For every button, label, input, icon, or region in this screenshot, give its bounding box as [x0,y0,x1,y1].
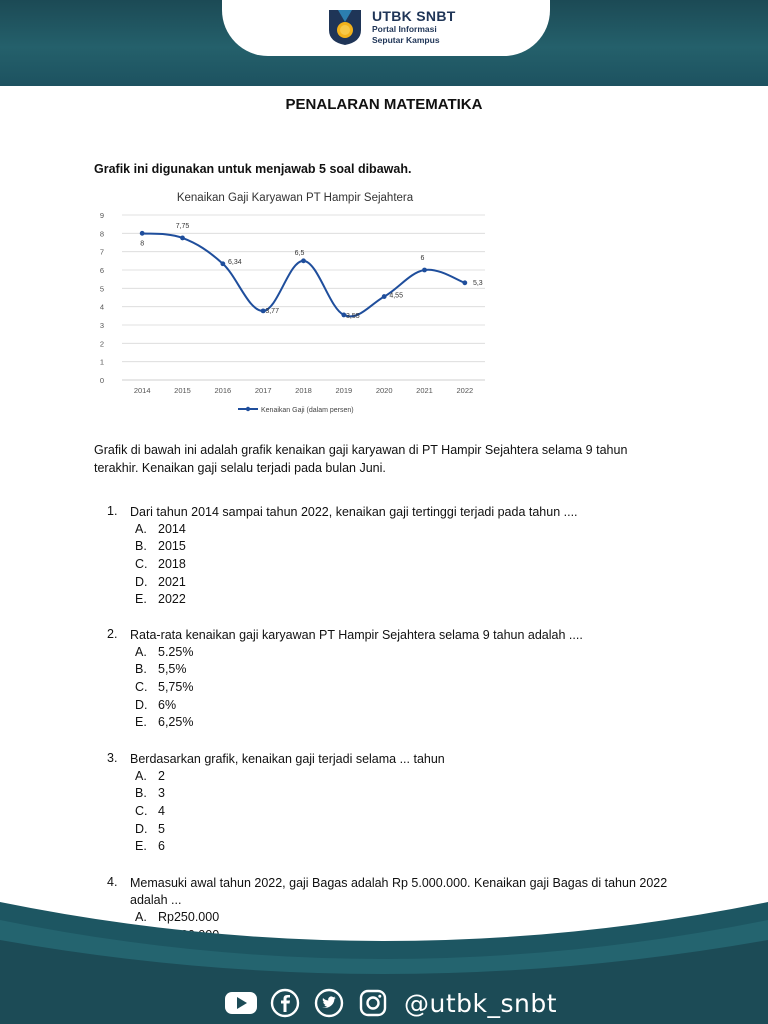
instagram-icon[interactable] [356,986,390,1020]
youtube-icon[interactable] [224,986,258,1020]
data-point [422,268,427,273]
x-tick-label: 2016 [214,386,232,395]
x-tick-label: 2020 [375,386,393,395]
option-letter: A. [135,768,147,783]
option-text: 5,75% [158,679,194,694]
option-letter: A. [135,644,147,659]
x-tick-label: 2018 [295,386,312,395]
description-paragraph: Grafik di bawah ini adalah grafik kenaikan gaji karyawan di PT Hampir Sejahtera selama 9 tahun terakhir. Kenaikan gaji selalu terjadi pada bulan Juni. [94,443,628,475]
x-tick-label: 2014 [133,386,151,395]
option-text: 6,25% [158,715,194,730]
intro-text: Grafik ini digunakan untuk menjawab 5 soal dibawah. [94,162,412,176]
brand-subtitle-line1: Portal Informasi [372,24,437,34]
data-label: 6,5 [294,249,305,257]
option-text: 5,5% [158,662,187,677]
y-tick-label: 7 [99,247,105,257]
data-point [140,231,145,236]
data-point [462,280,467,285]
data-point [180,236,185,241]
option-letter: C. [135,556,148,571]
data-label: 7,75 [175,222,190,230]
brand-title: UTBK SNBT [372,8,456,24]
page-title: PENALARAN MATEMATIKA [285,96,483,113]
data-label: 5,3 [472,279,483,287]
salary-increase-line-chart [90,185,500,420]
question-number: 4. [107,875,118,889]
option-text: 3 [158,786,165,801]
option-letter: D. [135,821,148,836]
chart-title: Kenaikan Gaji Karyawan PT Hampir Sejahtera [176,192,414,204]
x-tick-label: 2015 [174,386,191,395]
data-label: 6,34 [228,258,242,266]
question-text: Dari tahun 2014 sampai tahun 2022, kenaikan gaji tertinggi terjadi pada tahun .... [130,505,578,519]
y-tick-label: 2 [99,339,105,349]
option-text: 4 [158,803,165,818]
option-letter: E. [135,592,147,607]
option-text: 5.25% [158,644,194,659]
data-point [220,261,225,266]
option-letter: B. [135,539,147,554]
y-tick-label: 0 [99,376,105,385]
option-letter: B. [135,662,147,677]
option-letter: A. [135,521,147,536]
question-number: 1. [107,504,118,518]
option-text: 2014 [158,521,186,536]
social-handle[interactable]: @utbk_snbt [404,988,558,1018]
option-letter: D. [135,574,148,589]
data-label: 3,55 [346,312,360,320]
option-text: 6 [158,839,165,854]
data-point [301,258,306,263]
data-point [382,294,387,299]
y-tick-label: 5 [99,284,105,294]
option-letter: C. [135,679,148,694]
x-tick-label: 2019 [335,386,353,395]
question-text: Berdasarkan grafik, kenaikan gaji terjadi selama ... tahun [130,752,445,766]
x-tick-label: 2021 [416,386,433,395]
data-label: 4,55 [389,292,403,300]
option-text: 2 [158,768,165,783]
y-tick-label: 4 [99,302,105,312]
brand-subtitle-line2: Seputar Kampus [372,35,440,45]
data-label: 8 [140,240,145,248]
question-number: 3. [107,751,118,765]
option-letter: E. [135,715,147,730]
option-text: 2022 [158,592,186,607]
y-tick-label: 8 [99,229,105,239]
y-tick-label: 1 [99,357,105,367]
legend-marker [246,407,250,411]
option-text: 2018 [158,556,186,571]
option-text: 2015 [158,539,186,554]
option-letter: E. [135,839,147,854]
x-tick-label: 2017 [254,386,272,395]
option-text: Rp250.000 [158,910,220,924]
facebook-icon[interactable] [268,986,302,1020]
question-text: Memasuki awal tahun 2022, gaji Bagas adalah Rp 5.000.000. Kenaikan gaji Bagas di tahun 2022 adalah ... [130,876,668,907]
question-text: Rata-rata kenaikan gaji karyawan PT Hampir Sejahtera selama 9 tahun adalah .... [130,628,583,642]
y-tick-label: 6 [99,266,105,275]
option-text: 6% [158,697,177,712]
x-tick-label: 2022 [456,386,474,395]
option-letter: C. [135,803,148,818]
medal-badge-icon [326,8,364,46]
option-text: 5 [158,821,165,836]
data-label: 3,77 [265,307,279,315]
option-letter: A. [135,910,147,924]
question-number: 2. [107,627,118,641]
series-line [142,233,465,316]
social-bar [224,984,557,1022]
y-tick-label: 3 [99,321,105,330]
option-letter: D. [135,697,148,712]
legend-label: Kenaikan Gaji (dalam persen) [261,407,354,414]
y-tick-label: 9 [99,211,105,220]
option-letter: B. [135,786,147,801]
option-text: 2021 [158,574,186,589]
twitter-icon[interactable] [312,986,346,1020]
data-label: 6 [420,255,425,262]
